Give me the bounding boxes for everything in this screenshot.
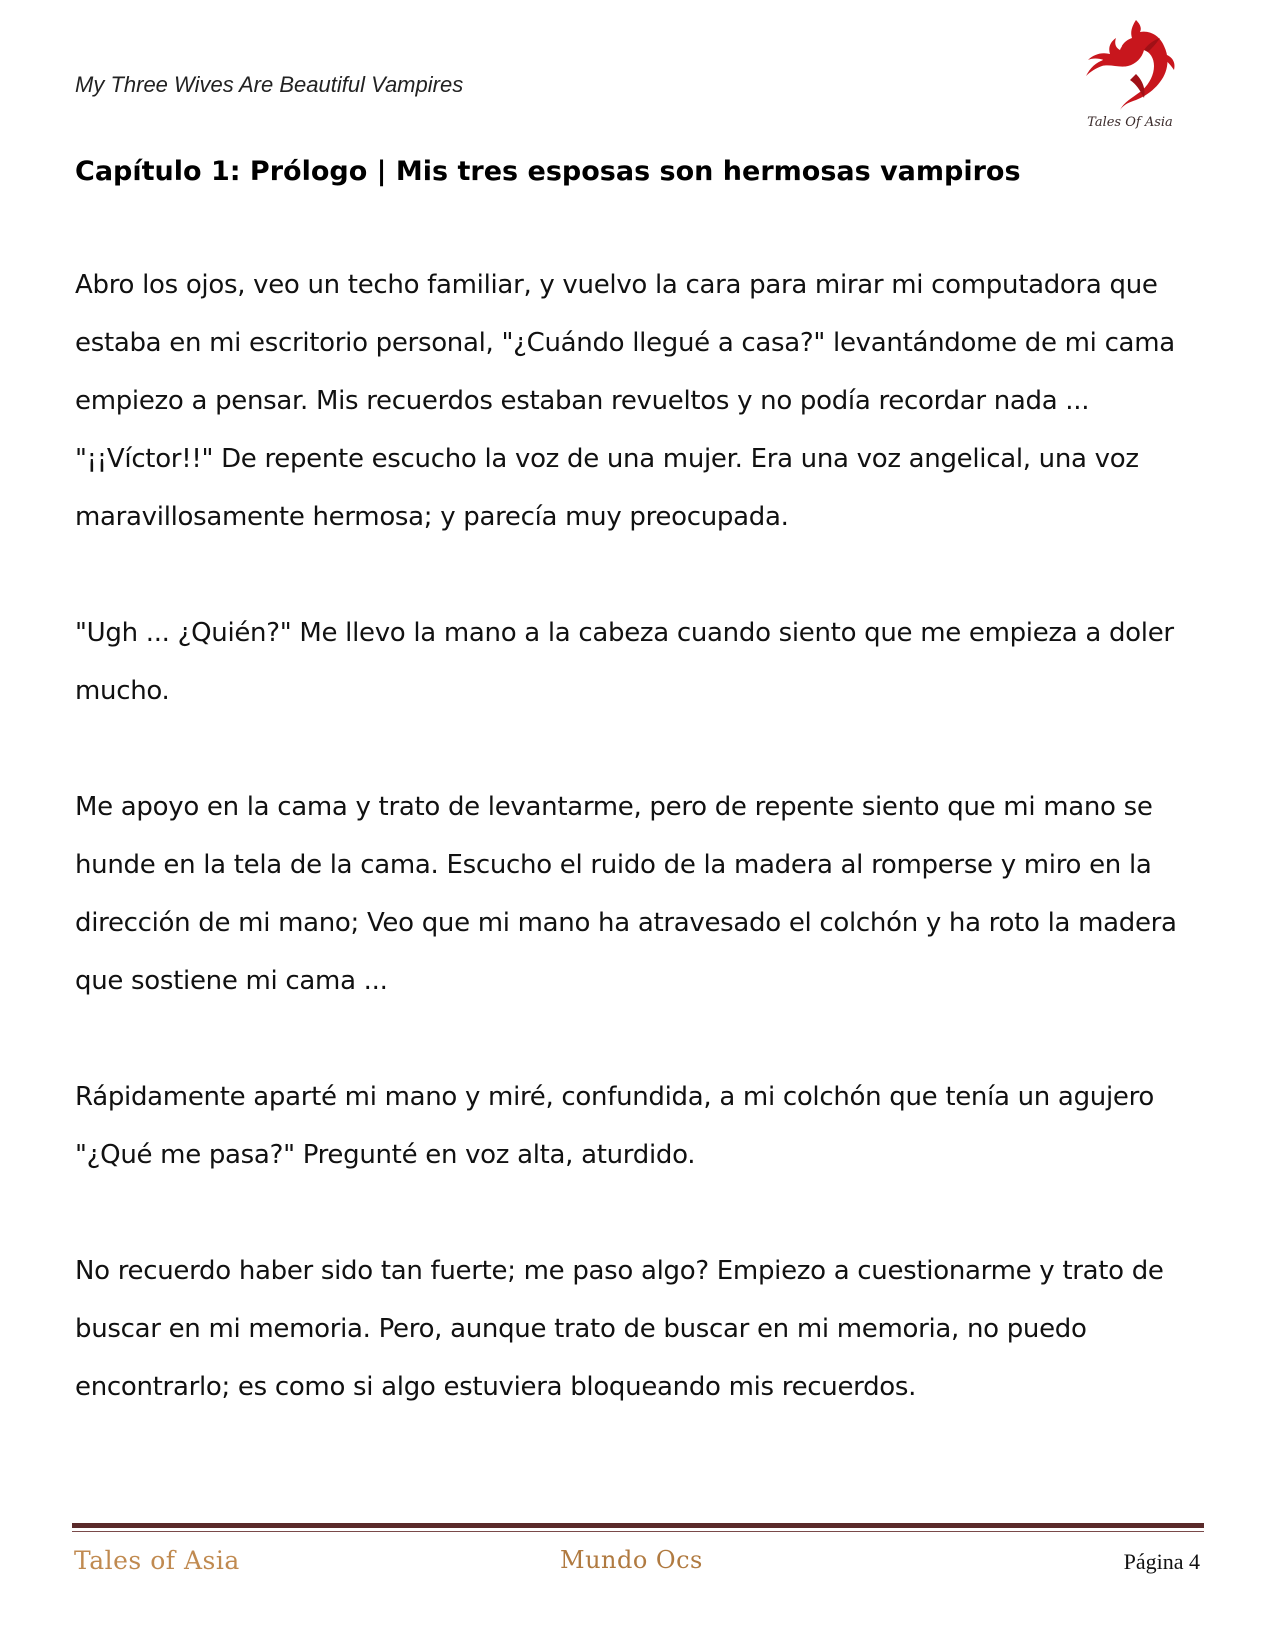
footer-center-text: Mundo Ocs	[560, 1546, 703, 1574]
footer-divider	[72, 1523, 1204, 1528]
paragraph-line: maravillosamente hermosa; y parecía muy preocupada.	[75, 502, 789, 532]
paragraph-line: No recuerdo haber sido tan fuerte; me paso algo? Empiezo a cuestionarme y trato de	[75, 1256, 1164, 1286]
paragraph-line: encontrarlo; es como si algo estuviera bloqueando mis recuerdos.	[75, 1372, 917, 1402]
paragraph-1	[75, 256, 1200, 546]
paragraph-line: "Ugh ... ¿Quién?" Me llevo la mano a la cabeza cuando siento que me empieza a doler	[75, 618, 1174, 648]
paragraph-line: dirección de mi mano; Veo que mi mano ha atravesado el colchón y ha roto la madera	[75, 908, 1177, 938]
paragraph-4	[75, 1068, 1200, 1184]
paragraph-line: hunde en la tela de la cama. Escucho el ruido de la madera al romperse y miro en la	[75, 850, 1152, 880]
paragraph-line: "¿Qué me pasa?" Pregunté en voz alta, aturdido.	[75, 1140, 696, 1170]
paragraph-line: "¡¡Víctor!!" De repente escucho la voz de una mujer. Era una voz angelical, una voz	[75, 444, 1139, 474]
paragraph-line: buscar en mi memoria. Pero, aunque trato de buscar en mi memoria, no puedo	[75, 1314, 1087, 1344]
paragraph-line: Me apoyo en la cama y trato de levantarme, pero de repente siento que mi mano se	[75, 792, 1153, 822]
paragraph-3	[75, 778, 1200, 1010]
chapter-title: Capítulo 1: Prólogo | Mis tres esposas son hermosas vampiros	[75, 156, 1021, 187]
page-number: Página 4	[1123, 1549, 1200, 1574]
paragraph-line: Abro los ojos, veo un techo familiar, y vuelvo la cara para mirar mi computadora que	[75, 270, 1158, 300]
running-header-title: My Three Wives Are Beautiful Vampires	[75, 72, 464, 97]
logo-text: Tales Of Asia	[1087, 115, 1173, 130]
footer-divider-thin	[72, 1531, 1204, 1532]
footer-publisher: Tales of Asia	[74, 1546, 240, 1575]
paragraph-5	[75, 1242, 1200, 1416]
paragraph-line: que sostiene mi cama ...	[75, 966, 388, 996]
dragon-icon	[1080, 14, 1180, 119]
paragraph-line: Rápidamente aparté mi mano y miré, confundida, a mi colchón que tenía un agujero	[75, 1082, 1154, 1112]
paragraph-line: mucho.	[75, 676, 170, 706]
paragraph-line: estaba en mi escritorio personal, "¿Cuándo llegué a casa?" levantándome de mi cama	[75, 328, 1175, 358]
publisher-logo	[1080, 14, 1180, 139]
paragraph-2	[75, 604, 1200, 720]
paragraph-line: empiezo a pensar. Mis recuerdos estaban revueltos y no podía recordar nada ...	[75, 386, 1090, 416]
chapter-body	[75, 256, 1200, 1474]
